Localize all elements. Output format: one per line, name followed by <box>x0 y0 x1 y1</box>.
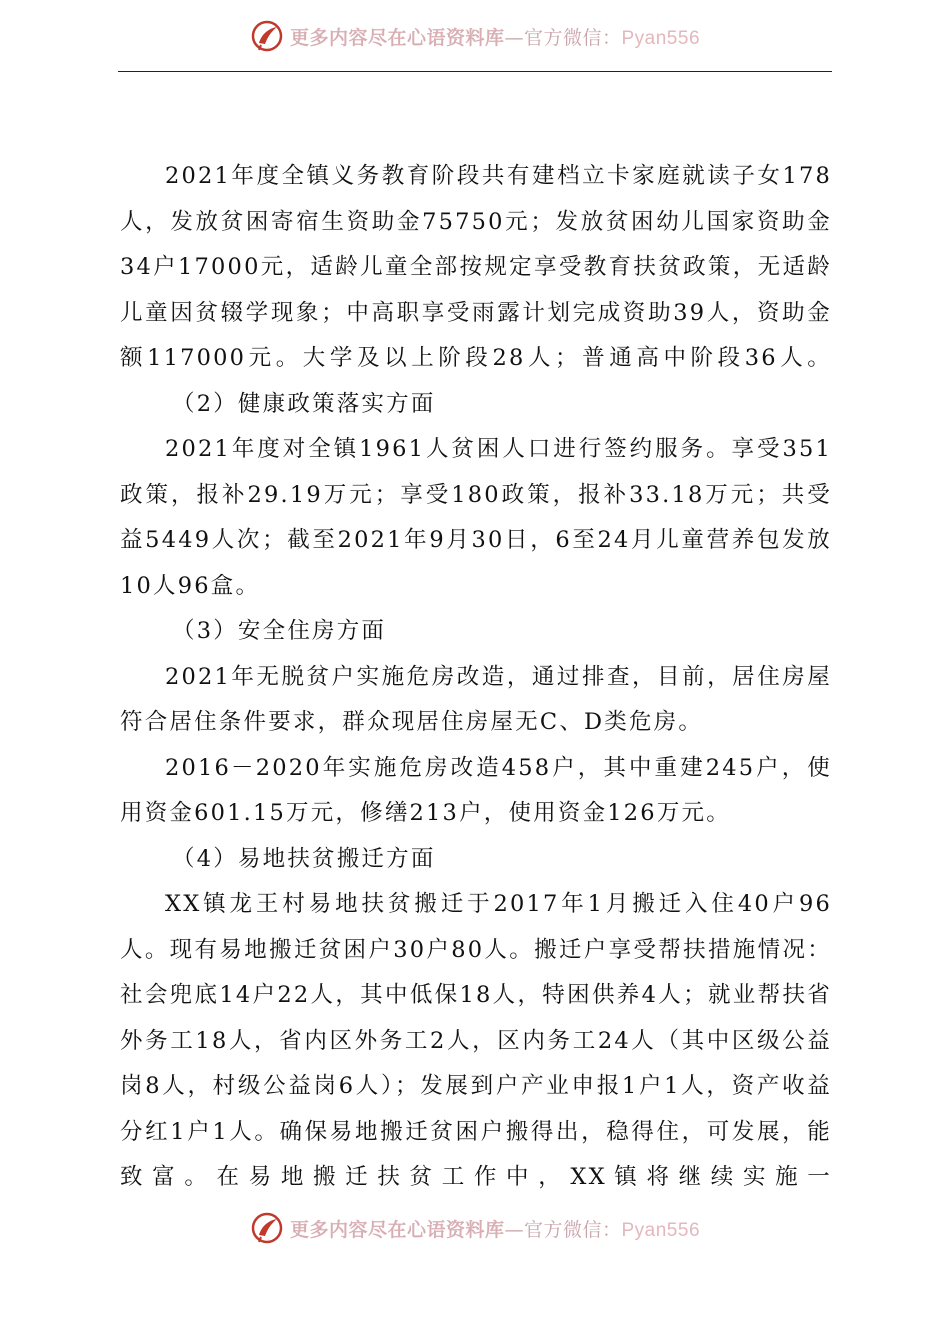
banner-brand: 更多内容尽在心语资料库 <box>289 1218 505 1241</box>
logo-icon <box>250 1211 284 1245</box>
heading-relocation: （4）易地扶贫搬迁方面 <box>172 845 436 872</box>
paragraph-relocation: XX镇龙王村易地扶贫搬迁于2017年1月搬迁入住40户96人。现有易地搬迁贫困户30户80人。搬迁户享受帮扶措施情况：社会兜底14户22人，其中低保18人，特困供养4人；就业帮扶省外务工18人，省内区外务工2人，区内务工24人（其中区级公益岗8人，村级公益岗6人）；发展到户产业申报1户1人，资产收益分红1户1人。确保易地搬迁贫困户搬得出，稳得住，可发展，能致富。在易地搬迁扶贫工作中，XX镇将继续实施一 <box>120 891 832 1190</box>
banner-text <box>290 23 700 50</box>
banner-wechat-label: 官方微信： <box>523 26 622 49</box>
banner-brand: 更多内容尽在心语资料库 <box>289 26 505 49</box>
document-body <box>120 154 832 1201</box>
heading-housing: （3）安全住房方面 <box>172 618 387 644</box>
heading-health-policy: （2）健康政策落实方面 <box>172 390 436 417</box>
logo-icon <box>250 19 284 53</box>
paragraph-health: 2021年度对全镇1961人贫困人口进行签约服务。享受351政策，报补29.19万元；享受180政策，报补33.18万元；共受益5449人次；截至2021年9月30日，6至24月儿童营养包发放10人96盒。 <box>120 436 832 599</box>
banner-text <box>290 1215 700 1242</box>
paragraph-education: 2021年度全镇义务教育阶段共有建档立卡家庭就读子女178人，发放贫困寄宿生资助金75750元；发放贫困幼儿国家资助金34户17000元，适龄儿童全部按规定享受教育扶贫政策，无适龄儿童因贫辍学现象；中高职享受雨露计划完成资助39人，资助金额117000元。大学及以上阶段28人；普通高中阶段36人。 <box>120 163 832 371</box>
header-rule <box>118 71 832 72</box>
paragraph-housing-2021: 2021年无脱贫户实施危房改造，通过排查，目前，居住房屋符合居住条件要求，群众现居住房屋无C、D类危房。 <box>120 663 832 735</box>
banner-wechat-label: 官方微信： <box>523 1218 622 1241</box>
banner-separator: — <box>504 26 524 49</box>
header-banner <box>0 16 950 56</box>
banner-wechat-id: Pyan556 <box>621 27 701 49</box>
banner-separator: — <box>504 1218 524 1241</box>
banner-wechat-id: Pyan556 <box>621 1219 701 1241</box>
footer-banner <box>0 1208 950 1248</box>
paragraph-housing-2016-2020: 2016－2020年实施危房改造458户，其中重建245户，使用资金601.15万元，修缮213户，使用资金126万元。 <box>120 754 832 826</box>
